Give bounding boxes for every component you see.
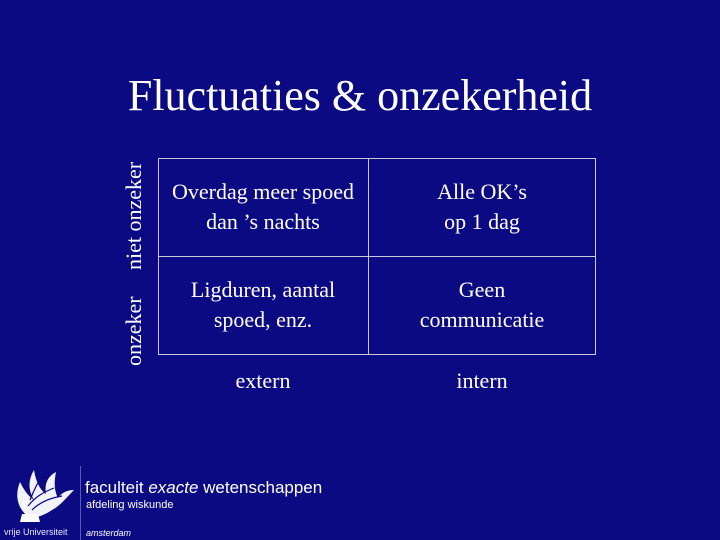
cell-text: Ligduren, aantal spoed, enz. bbox=[190, 277, 336, 332]
matrix-cell-extern-niet-onzeker bbox=[158, 158, 368, 256]
column-label-intern: intern bbox=[456, 368, 508, 393]
matrix-grid bbox=[158, 158, 596, 354]
cell-text: Alle OK’s op 1 dag bbox=[437, 179, 527, 234]
griffin-logo-icon bbox=[8, 466, 76, 524]
faculty-name bbox=[85, 478, 322, 498]
matrix-cell-intern-onzeker bbox=[368, 256, 596, 354]
matrix-cell-extern-onzeker bbox=[158, 256, 368, 354]
department-name: afdeling wiskunde bbox=[86, 499, 174, 511]
row-label-niet-onzeker: niet onzeker bbox=[121, 161, 146, 270]
city-name: amsterdam bbox=[86, 528, 132, 538]
footer-divider bbox=[80, 466, 81, 540]
column-label-extern: extern bbox=[235, 368, 291, 393]
matrix-cell-intern-niet-onzeker bbox=[368, 158, 596, 256]
faculty-italic: exacte bbox=[148, 478, 199, 497]
row-label-onzeker: onzeker bbox=[121, 296, 146, 366]
faculty-suffix: wetenschappen bbox=[198, 478, 323, 497]
slide-title: Fluctuaties & onzekerheid bbox=[127, 71, 593, 120]
cell-text: Overdag meer spoed dan ’s nachts bbox=[171, 179, 355, 234]
faculty-prefix: faculteit bbox=[85, 478, 149, 497]
cell-text: Geen communicatie bbox=[419, 277, 545, 332]
university-name: vrije Universiteit bbox=[4, 527, 68, 537]
grid-line-bottom bbox=[158, 354, 596, 355]
